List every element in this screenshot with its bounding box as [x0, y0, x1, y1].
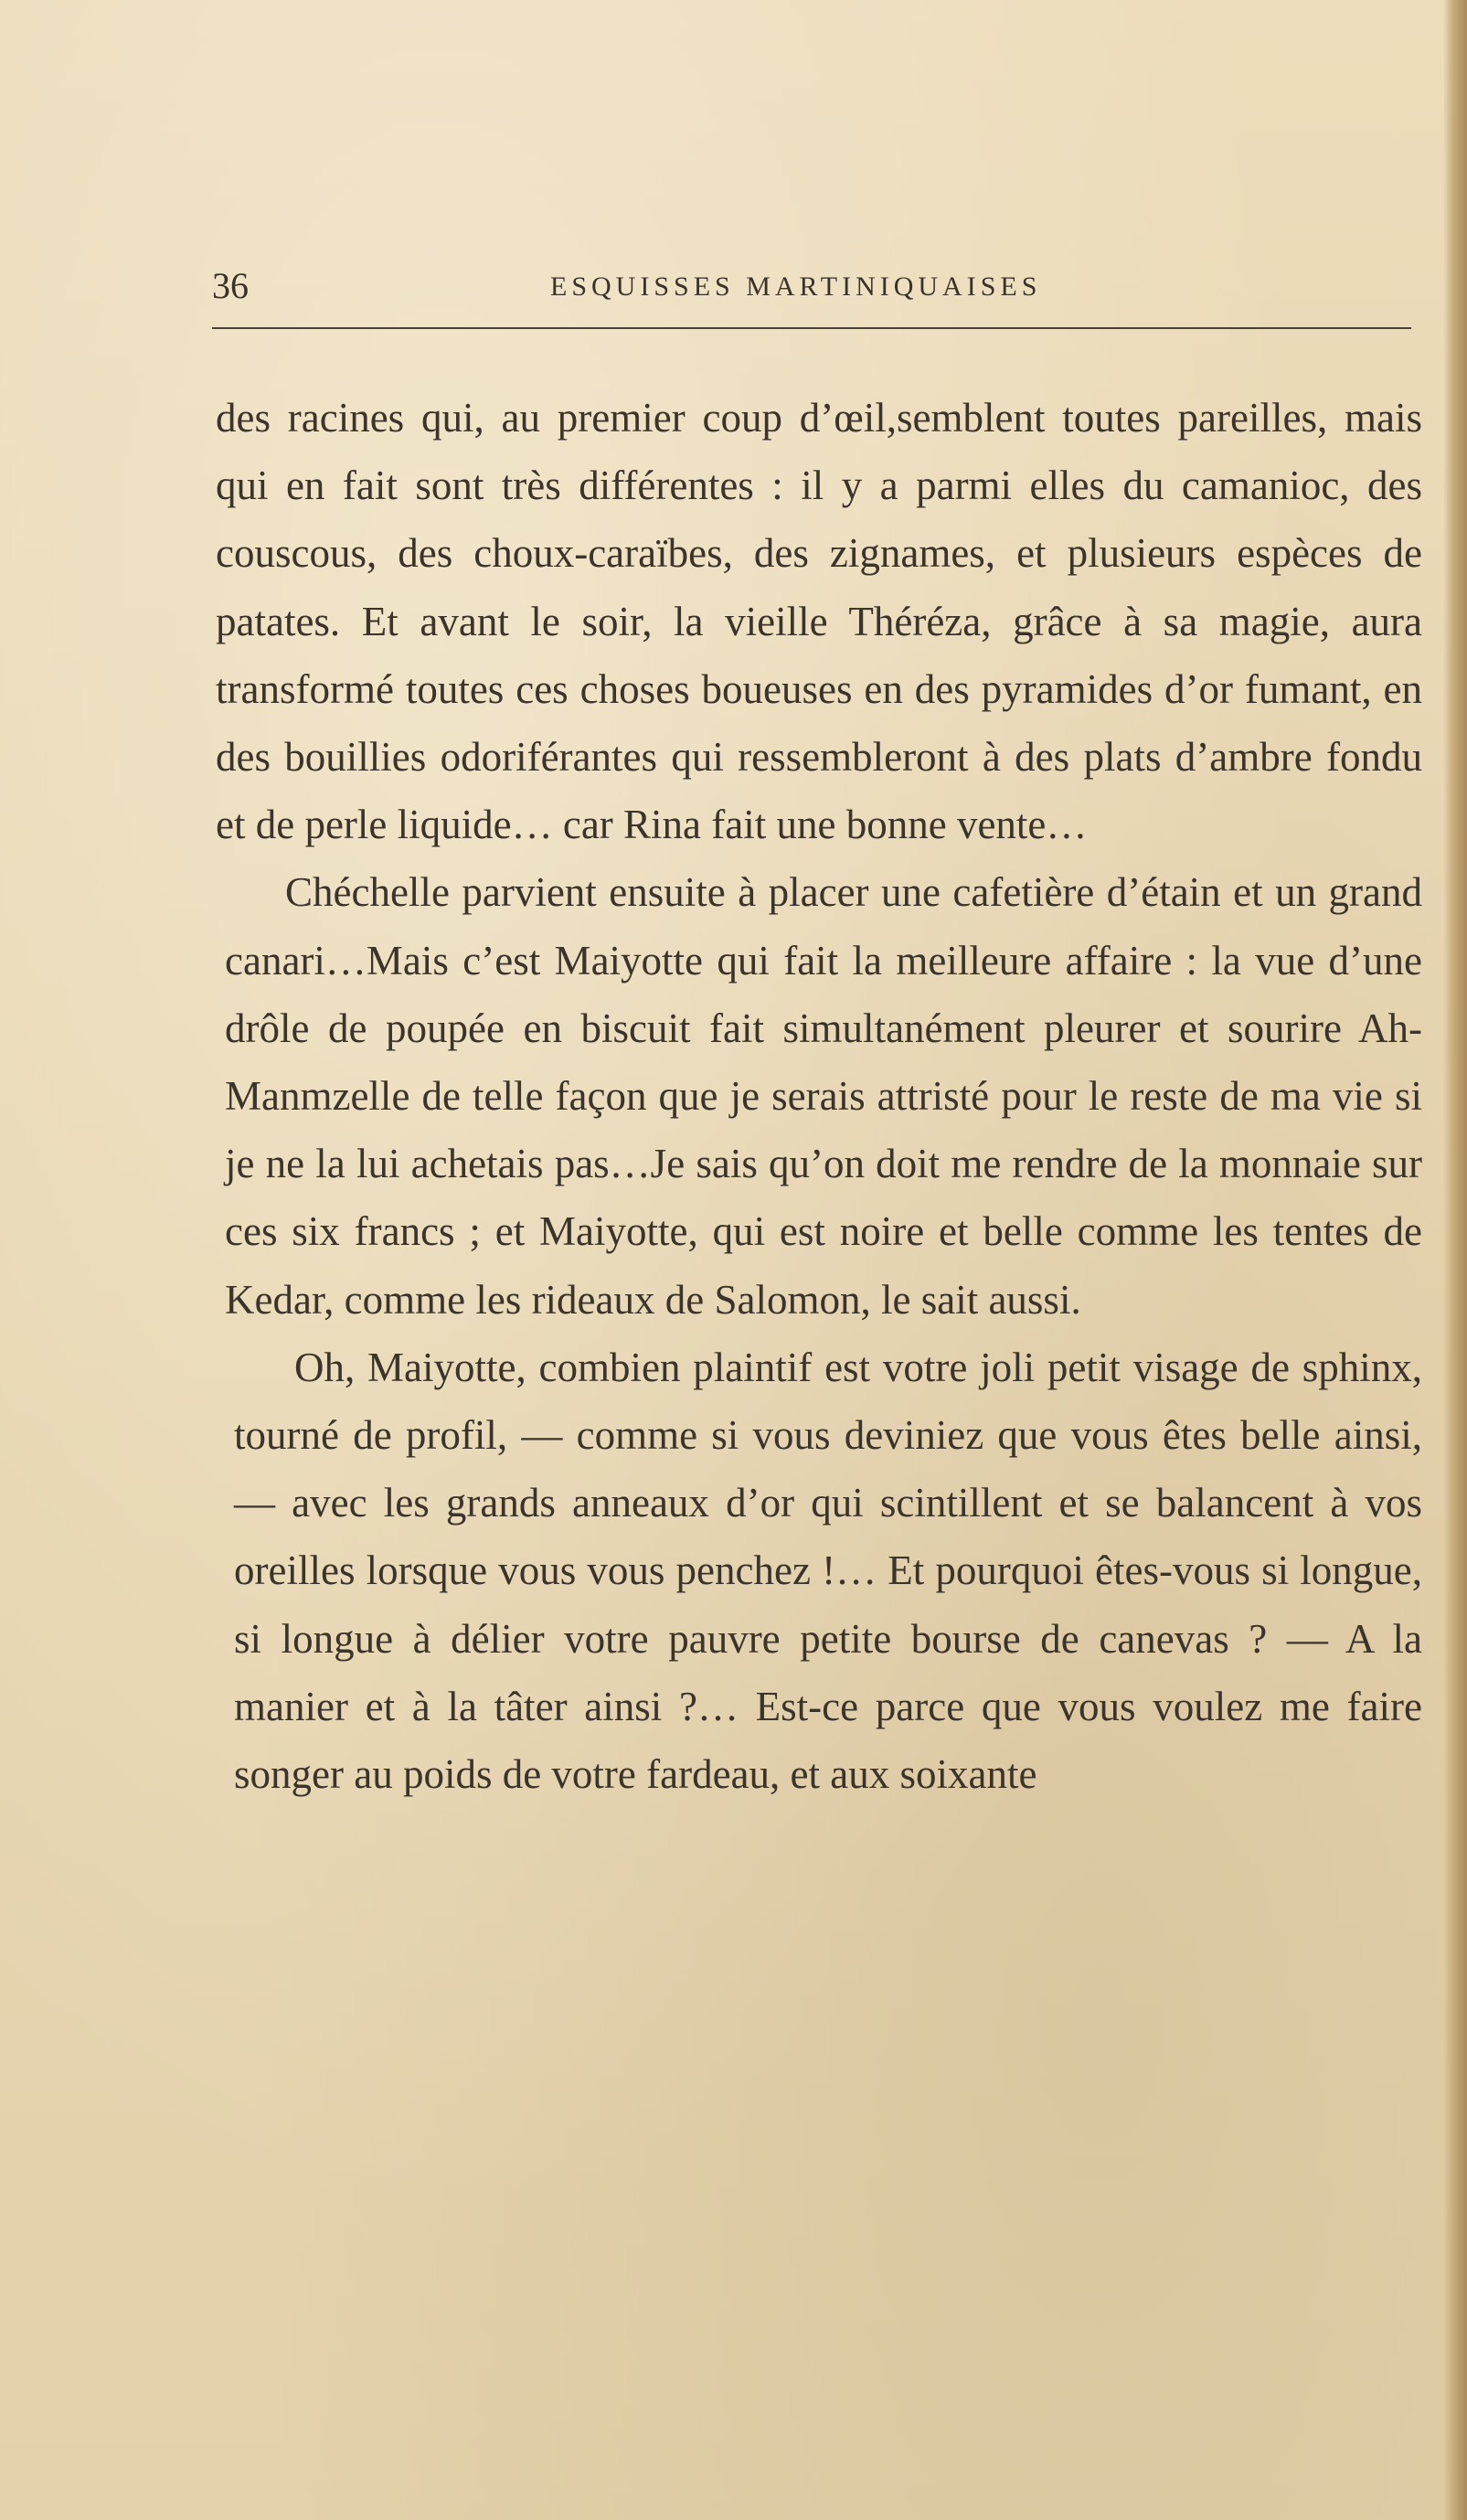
body-text: [216, 384, 1422, 1808]
paragraph-1: des racines qui, au premier coup d’œil,semblent toutes pareilles, mais qui en fait sont très différentes : il y a parmi elles du camanioc, des couscous, des choux-caraïbes, des zignames, et plusieurs espèces de patates. Et avant le soir, la vieille Théréza, grâce à sa magie, aura transformé toutes ces choses boueuses en des pyramides d’or fumant, en des bouillies odoriférantes qui ressembleront à des plats d’ambre fondu et de perle liquide… car Rina fait une bonne vente…: [216, 395, 1422, 848]
page-edge-shadow: [1443, 0, 1467, 2520]
paragraph-3: Oh, Maiyotte, combien plaintif est votre joli petit visage de sphinx, tourné de profil, — comme si vous deviniez que vous êtes belle ainsi, — avec les grands anneaux d’or qui scintillent et se balancent à vos oreilles lorsque vous vous penchez !… Et pourquoi êtes-vous si longue, si longue à délier votre pauvre petite bourse de canevas ? — A la manier et à la tâter ainsi ?… Est-ce parce que vous voulez me faire songer au poids de votre fardeau, et aux soixante: [234, 1344, 1422, 1798]
header-rule: [212, 327, 1411, 329]
paragraph-2: Chéchelle parvient ensuite à placer une cafetière d’étain et un grand canari…Mais c’est Maiyotte qui fait la meilleure affaire : la vue d’une drôle de poupée en biscuit fait simultanément pleurer et sourire Ah-Manmzelle de telle façon que je serais attristé pour le reste de ma vie si je ne la lui achetais pas…Je sais qu’on doit me rendre de la monnaie sur ces six francs ; et Maiyotte, qui est noire et belle comme les tentes de Kedar, comme les rideaux de Salomon, le sait aussi.: [225, 869, 1422, 1323]
page-number: 36: [212, 265, 249, 306]
page-header: [212, 263, 1411, 309]
running-title: ESQUISSES MARTINIQUAISES: [550, 271, 1042, 302]
